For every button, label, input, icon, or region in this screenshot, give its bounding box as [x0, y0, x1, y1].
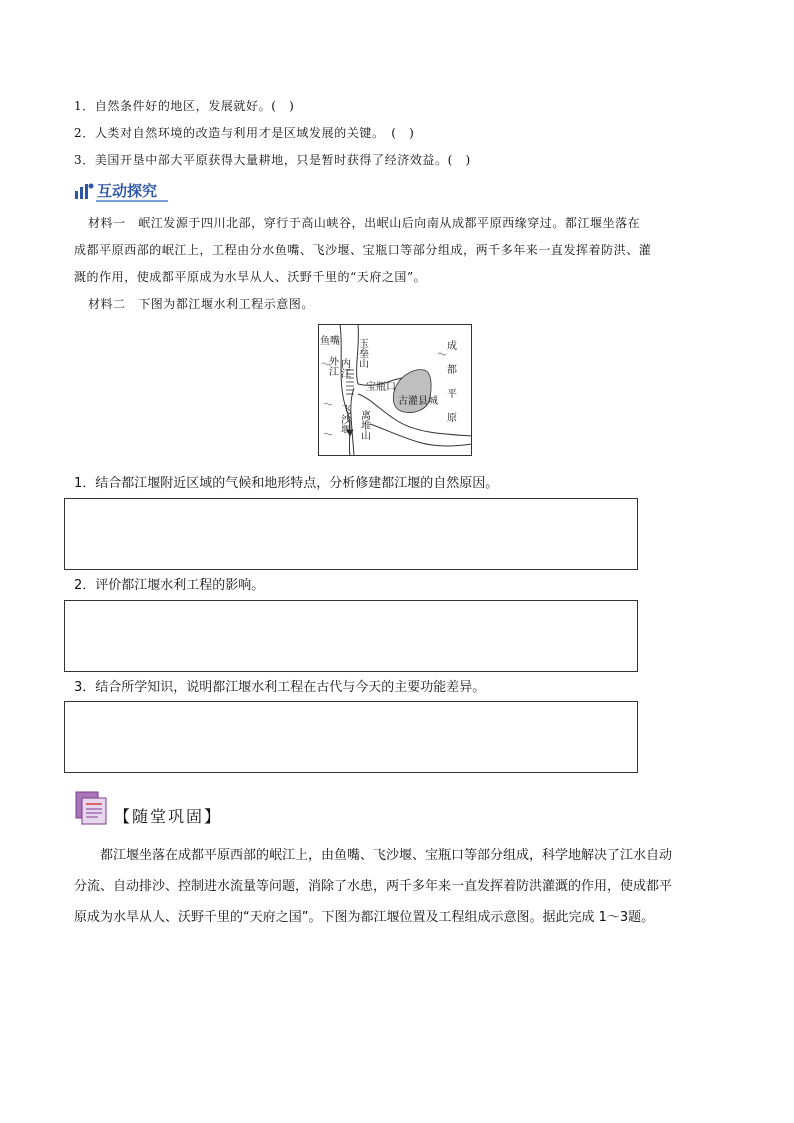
dujiangyan-map [318, 324, 472, 456]
material2-text: 材料二 下图为都江堰水利工程示意图。 [88, 297, 314, 311]
answer-box-3[interactable] [64, 701, 638, 773]
answer-box-1[interactable] [64, 498, 638, 570]
consolidation-line-3: 原成为水旱从人、沃野千里的“天府之国”。下图为都江堰位置及工程组成示意图。据此完成 1～3题。 [74, 910, 655, 925]
explore-title: 互动探究 [97, 182, 158, 200]
judge-item-1: 1．自然条件好的地区，发展就好。( ) [74, 99, 295, 113]
map-label-neijiang: 内江 [338, 358, 350, 378]
question-3: 3．结合所学知识，说明都江堰水利工程在古代与今天的主要功能差异。 [74, 680, 486, 695]
map-label-city: 古灌县城 [398, 396, 438, 407]
map-label-baopingkou: 宝瓶口 [366, 382, 396, 393]
map-label-yuzui: 鱼嘴 [320, 336, 340, 347]
explore-underline [96, 200, 168, 202]
material1-line-1: 材料一 岷江发源于四川北部，穿行于高山峡谷，出岷山后向南从成都平原西缘穿过。都江堰坐落在 [88, 216, 641, 230]
map-label-plain: 成都平原 [444, 340, 456, 436]
material1-line-2: 成都平原西部的岷江上，工程由分水鱼嘴、飞沙堰、宝瓶口等部分组成，两千多年来一直发挥着防洪、灌 [74, 243, 652, 257]
map-label-waijiang: 外江 [326, 356, 338, 376]
consolidation-icon [74, 790, 110, 826]
judge-item-3: 3．美国开垦中部大平原获得大量耕地，只是暂时获得了经济效益。( ) [74, 153, 471, 167]
question-2: 2．评价都江堰水利工程的影响。 [74, 578, 265, 593]
map-label-yulei: 玉垒山 [356, 338, 368, 368]
consolidation-line-2: 分流、自动排沙、控制进水流量等问题，消除了水患，两千多年来一直发挥着防洪灌溉的作用，使成都平 [74, 879, 673, 894]
map-label-feishayan: 飞沙堰 [338, 404, 350, 434]
consolidation-title: 【随堂巩固】 [114, 807, 223, 826]
judge-item-2: 2．人类对自然环境的改造与利用才是区域发展的关键。 ( ) [74, 126, 415, 140]
question-1: 1．结合都江堰附近区域的气候和地形特点，分析修建都江堰的自然原因。 [74, 476, 499, 491]
material1-line-3: 溉的作用，使成都平原成为水旱从人、沃野千里的“天府之国”。 [74, 270, 427, 284]
interaction-icon [74, 182, 94, 200]
map-label-lidui: 离堆山 [358, 410, 370, 440]
consolidation-line-1: 都江堰坐落在成都平原西部的岷江上，由鱼嘴、飞沙堰、宝瓶口等部分组成，科学地解决了江水自动 [100, 848, 673, 863]
explore-heading [74, 180, 157, 201]
answer-box-2[interactable] [64, 600, 638, 672]
